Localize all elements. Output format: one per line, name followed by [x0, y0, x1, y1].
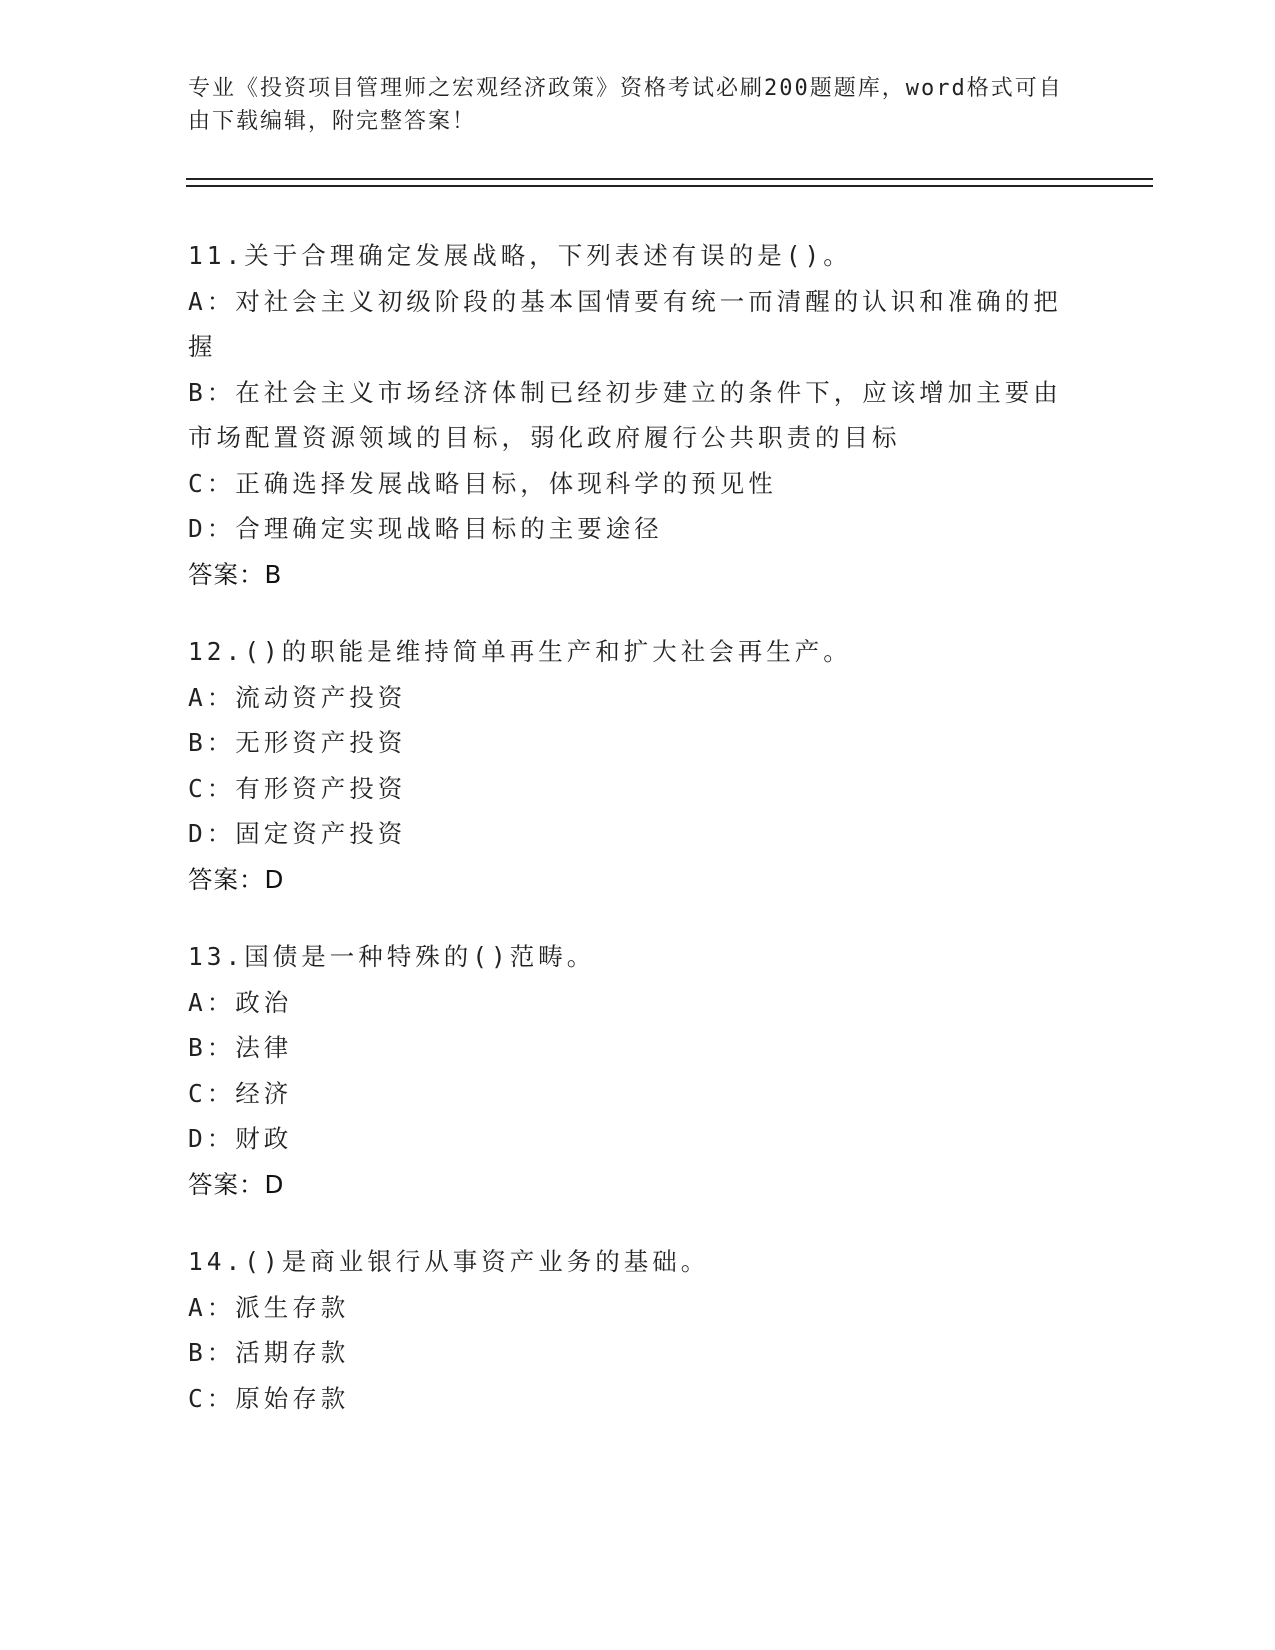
option-c: C：有形资产投资 [188, 773, 407, 803]
question-14 [188, 1239, 1088, 1421]
question-stem: 14.()是商业银行从事资产业务的基础。 [188, 1247, 710, 1276]
option-a: A：流动资产投资 [188, 682, 407, 712]
option-a: A：对社会主义初级阶段的基本国情要有统一而清醒的认识和准确的把握 [188, 286, 1062, 361]
question-12 [188, 629, 1088, 902]
answer-line: 答案：D [188, 1169, 285, 1199]
option-d: D：合理确定实现战略目标的主要途径 [188, 514, 663, 543]
option-c: C：经济 [188, 1078, 293, 1108]
option-d: D：财政 [188, 1124, 293, 1153]
question-13 [188, 934, 1088, 1207]
header-divider [186, 178, 1153, 187]
question-stem: 11.关于合理确定发展战略，下列表述有误的是()。 [188, 241, 852, 270]
answer-line: 答案：D [188, 864, 285, 894]
question-stem: 13.国债是一种特殊的()范畴。 [188, 942, 596, 971]
option-c: C：原始存款 [188, 1383, 350, 1413]
option-a: A：政治 [188, 987, 293, 1017]
option-b: B：活期存款 [188, 1338, 350, 1367]
option-b: B：法律 [188, 1033, 293, 1062]
answer-line: 答案：B [188, 559, 283, 589]
document-header: 专业《投资项目管理师之宏观经济政策》资格考试必刷200题题库，word格式可自由下载编辑，附完整答案！ [188, 76, 1063, 134]
question-list [188, 233, 1088, 1453]
option-d: D：固定资产投资 [188, 819, 407, 848]
option-b: B：无形资产投资 [188, 728, 407, 757]
option-b: B：在社会主义市场经济体制已经初步建立的条件下，应该增加主要由市场配置资源领域的目标，弱化政府履行公共职责的目标 [188, 377, 1062, 452]
option-c: C：正确选择发展战略目标，体现科学的预见性 [188, 468, 777, 498]
question-stem: 12.()的职能是维持简单再生产和扩大社会再生产。 [188, 637, 852, 666]
question-11 [188, 233, 1088, 597]
option-a: A：派生存款 [188, 1292, 350, 1322]
